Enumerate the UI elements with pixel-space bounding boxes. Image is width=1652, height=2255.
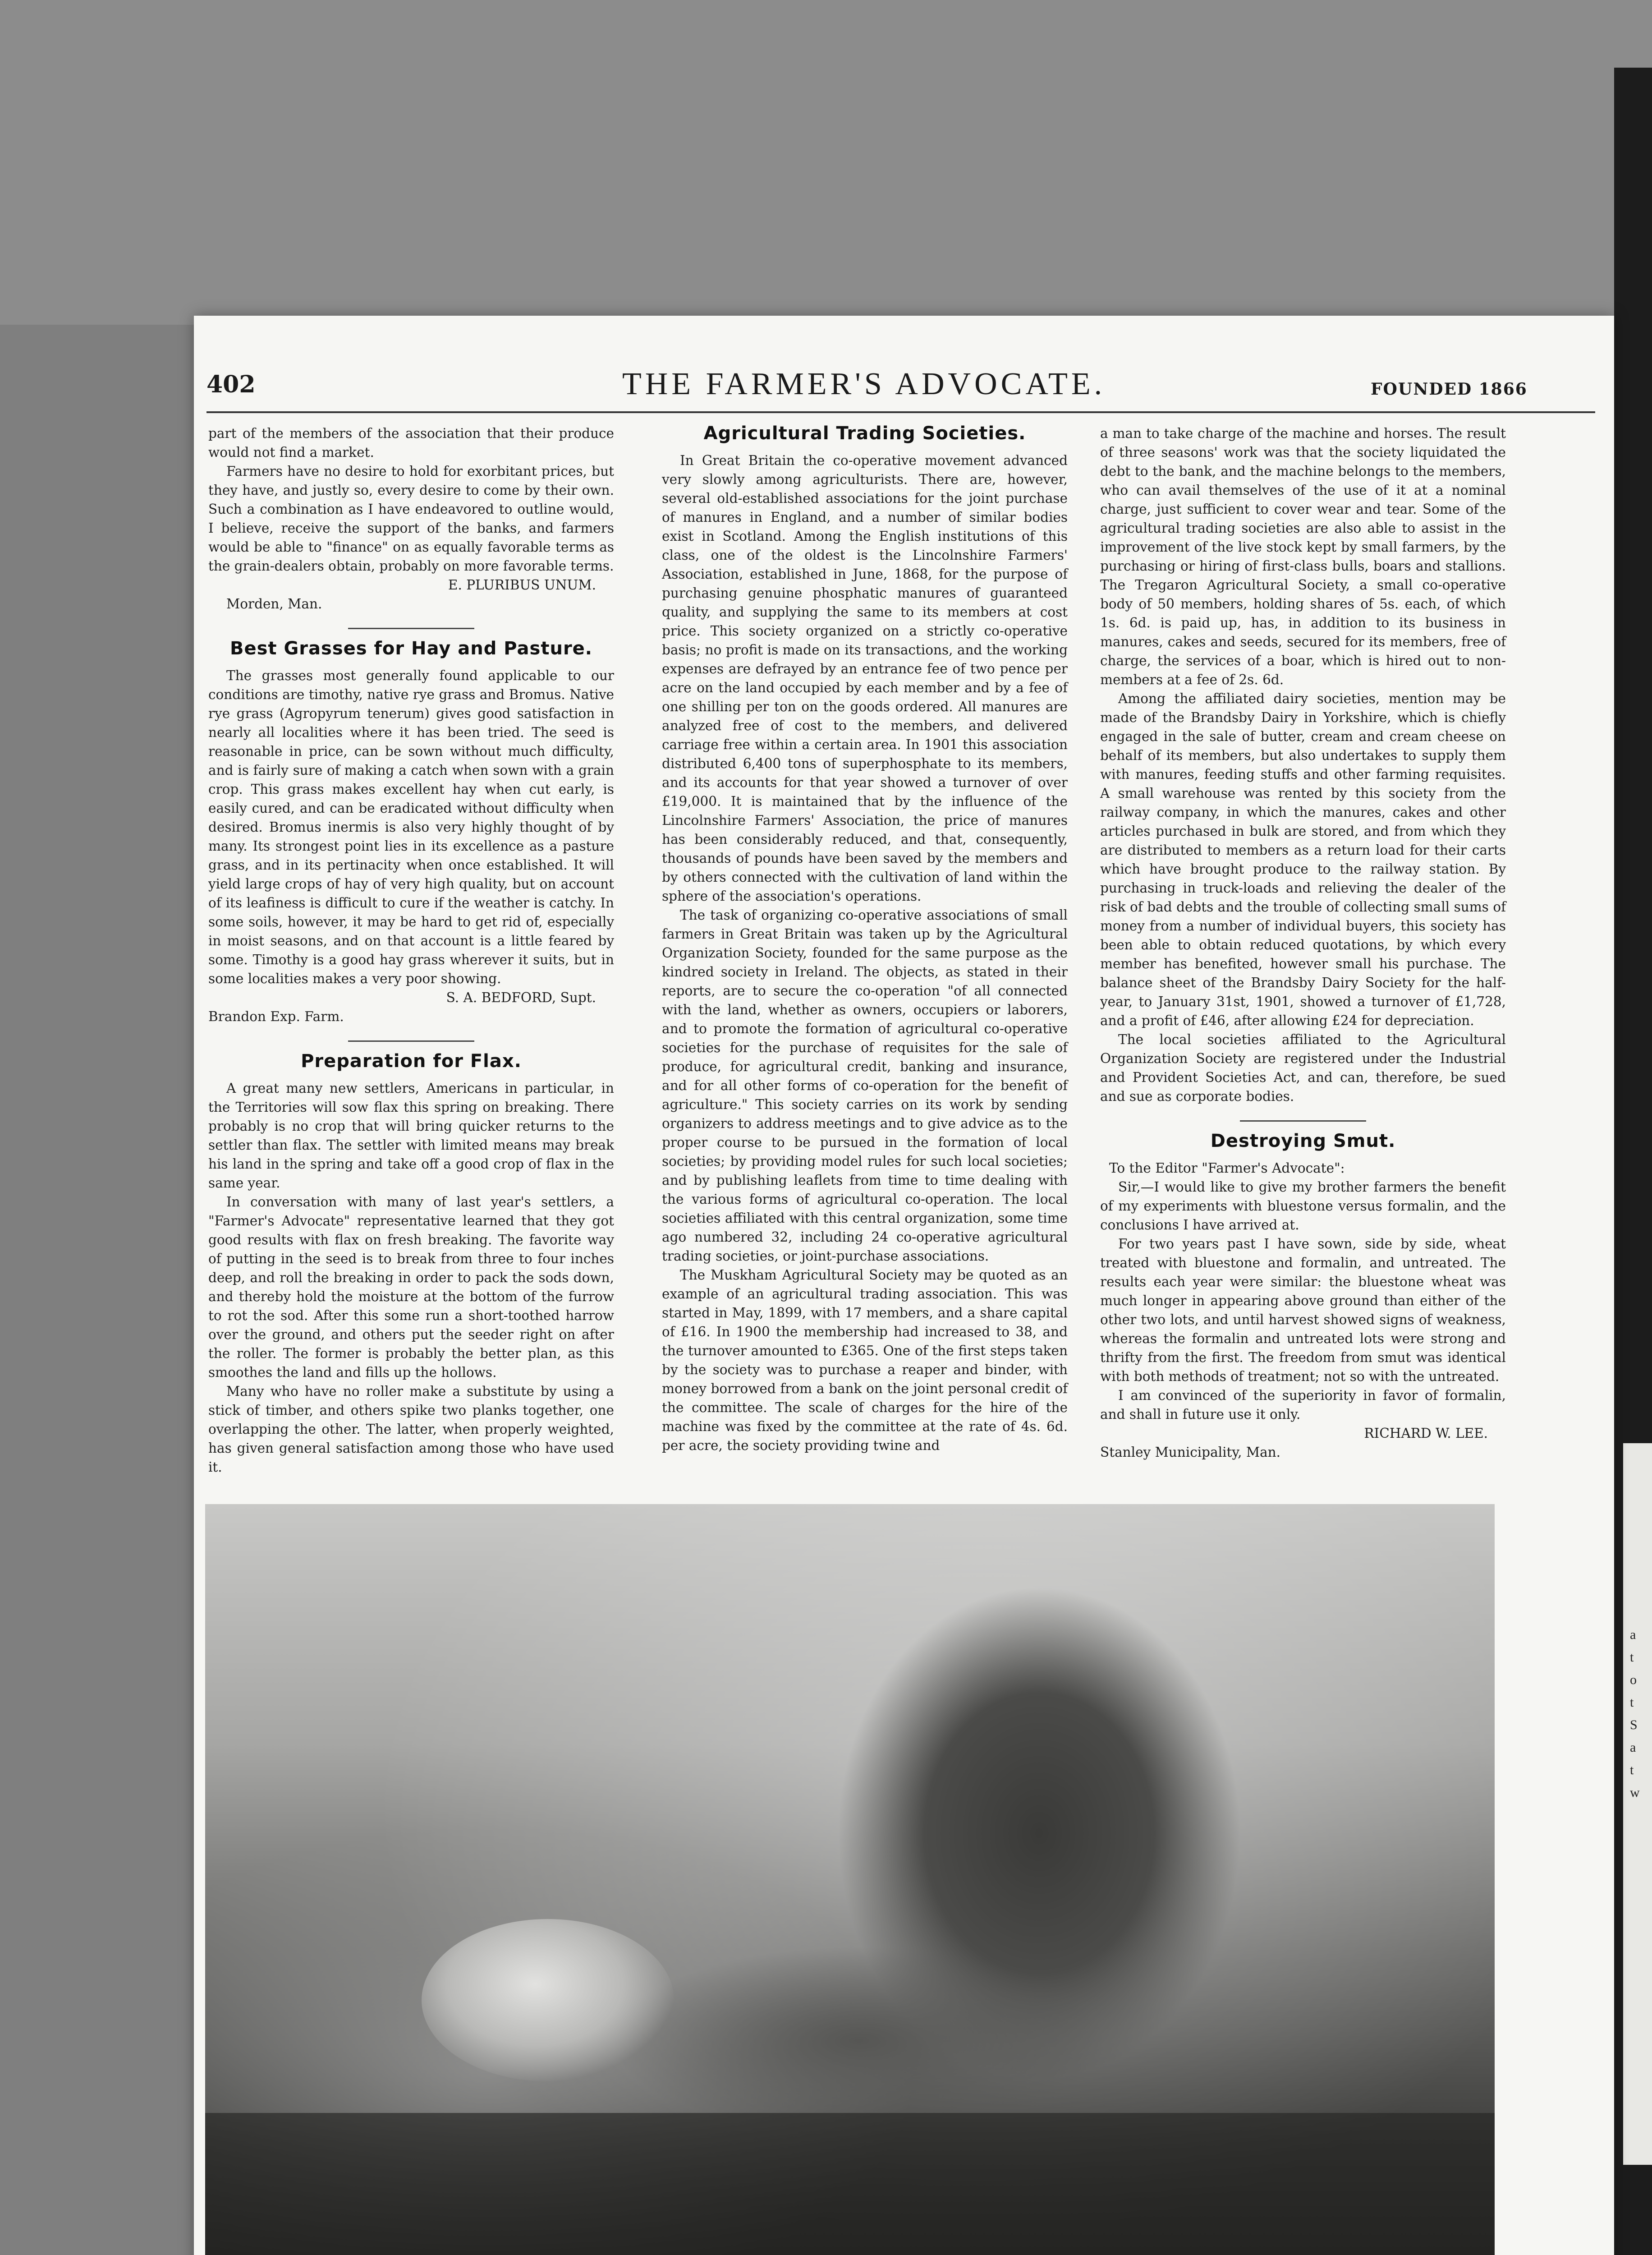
scan-background-left: [0, 325, 194, 2255]
dateline: Brandon Exp. Farm.: [208, 1009, 344, 1024]
page-number: 402: [206, 371, 256, 398]
article-heading: Destroying Smut.: [1210, 1131, 1396, 1151]
paragraph: I am convinced of the superiority in favor of formalin, and shall in future use it only.: [1100, 1388, 1506, 1422]
paragraph: In Great Britain the co-operative movement advanced very slowly among agriculturists. There are, however, several old-established associations for the joint purchase of manures in England, and a number of similar bodies exist in Scotland. Among the English institutions of this class, one of the oldest is the Lincolnshire Farmers' Association, established in June, 1868, for the purpose of purchasing genuine phosphatic manures of guaranteed quality, and supplying the same to its members at cost price. This society organized on a strictly co-operative basis; no profit is made on its transactions, and the working expenses are defrayed by an entrance fee of two pence per acre on the land occupied by each member and by a fee of one shilling per ton on the goods ordered. All manures are analyzed free of cost to the members, and delivered carriage free within a certain area. In 1901 this association distributed 6,400 tons of superphosphate to its members, and its accounts for that year showed a turnover of over £19,000. It is maintained that by the influence of the Lincolnshire Farmers' Association, the price of manures has been considerably reduced, and that, consequently, thousands of pounds have been saved by the members and by others connected with the cultivation of land within the sphere of the association's operations.: [662, 453, 1068, 904]
article-heading: Best Grasses for Hay and Pasture.: [230, 638, 592, 659]
masthead-title: THE FARMER'S ADVOCATE.: [622, 367, 1106, 401]
section-divider: [348, 1040, 474, 1042]
paragraph: For two years past I have sown, side by side, wheat treated with bluestone and formalin, and untreated. The results each year were similar: the bluestone wheat was much longer in appearing above ground than either of the other two lots, and until harvest showed signs of weakness, whereas the formalin and untreated lots were strong and thrifty from the first. The freedom from smut was identical with both methods of treatment; not so with the untreated.: [1100, 1236, 1506, 1384]
paragraph: Many who have no roller make a substitute by using a stick of timber, and others spike two planks together, one overlapping the other. The latter, when properly weighted, has given general satisfaction among those who have used it.: [208, 1384, 614, 1475]
adjacent-page-fragments: [1630, 1624, 1650, 1804]
dateline: Morden, Man.: [226, 596, 322, 612]
article-heading: Preparation for Flax.: [301, 1051, 522, 1072]
photo-wagon-shadow: [611, 1946, 1107, 2135]
fragment-letter: a: [1630, 1740, 1636, 1755]
paragraph: a man to take charge of the machine and horses. The result of three seasons' work was that the society liquidated the debt to the bank, and the machine belongs to the members, who can avail themselves of the use of it at a nominal charge, just sufficient to cover wear and tear. Some of the agricultural trading societies are also able to assist in the improvement of the live stock kept by small farmers, by the purchasing or hiring of first-class bulls, boars and stallions. The Tregaron Agricultural Society, a small co-operative body of 50 members, holding shares of 5s. each, of which 1s. 6d. is paid up, has, in addition to its business in manures, cakes and seeds, secured for its members, free of charge, the services of a boar, which is hired out to non-members at a fee of 2s. 6d.: [1100, 426, 1506, 687]
paragraph: Farmers have no desire to hold for exorbitant prices, but they have, and justly so, every desire to come by their own. Such a combination as I have endeavored to outline would, I believe, receive the support of the banks, and farmers would be able to "finance" on as equally favorable terms as the grain-dealers obtain, probably on more favorable terms.: [208, 464, 614, 574]
paragraph: part of the members of the association that their produce would not find a market.: [208, 426, 614, 460]
adjacent-page-edge: [1623, 1443, 1652, 2165]
paragraph: The task of organizing co-operative associations of small farmers in Great Britain was taken up by the Agricultural Organization Society, founded for the same purpose as the kindred society in Ireland. The objects, as stated in their reports, are to secure the co-operation "of all connected with the land, whether as owners, occupiers or laborers, and to promote the formation of agricultural co-operative societies for the purchase of requisites for the sale of produce, for agricultural credit, banking and insurance, and for all other forms of co-operation for the benefit of agriculture." This society carries on its work by sending organizers to address meetings and to give advice as to the proper course to be pursued in the formation of local societies; by providing model rules for such local societies; and by publishing leaflets from time to time dealing with the various forms of agricultural co-operation. The local societies affiliated with this central organization, some time ago numbered 32, including 24 co-operative agricultural trading societies, or joint-purchase associations.: [662, 907, 1068, 1264]
fragment-letter: w: [1630, 1785, 1640, 1800]
photo-foreground: [205, 2113, 1495, 2255]
fragment-letter: S: [1630, 1717, 1638, 1732]
signature: RICHARD W. LEE.: [1364, 1426, 1488, 1441]
column-right: [1100, 424, 1506, 1462]
paragraph: The Muskham Agricultural Society may be quoted as an example of an agricultural trading association. This was started in May, 1899, with 17 members, and a share capital of £16. In 1900 the membership had increased to 38, and the turnover amounted to £365. One of the first steps taken by the society was to purchase a reaper and binder, with money borrowed from a bank on the joint personal credit of the committee. The scale of charges for the hire of the machine was fixed by the committee at the rate of 4s. 6d. per acre, the society providing twine and: [662, 1267, 1068, 1453]
paragraph: Among the affiliated dairy societies, mention may be made of the Brandsby Dairy in Yorkshire, which is chiefly engaged in the sale of butter, cream and cream cheese on behalf of its members, but also undertakes to supply them with manures, feeding stuffs and other farming requisites. A small warehouse was rented by this society from the railway company, in which the manures, cakes and other articles purchased in bulk are stored, and from which they are distributed to members as a return load for their carts which have brought produce to the railway station. By purchasing in truck-loads and relieving the dealer of the risk of bad debts and the trouble of collecting small sums of money from a number of individual buyers, this society has been able to obtain reduced quotations, by which every member has benefited, however small his purchase. The balance sheet of the Brandsby Dairy Society for the half-year, to January 31st, 1901, showed a turnover of £1,728, and a profit of £46, after allowing £24 for depreciation.: [1100, 691, 1506, 1028]
photo-ox-figure: [422, 1919, 674, 2081]
founded-year: FOUNDED 1866: [1371, 380, 1528, 399]
dateline: Stanley Municipality, Man.: [1100, 1445, 1281, 1460]
fragment-letter: t: [1630, 1650, 1634, 1665]
paragraph: The local societies affiliated to the Agricultural Organization Society are registered under the Industrial and Provident Societies Act, and can, therefore, be sued and sue as corporate bodies.: [1100, 1032, 1506, 1104]
paragraph: A great many new settlers, Americans in particular, in the Territories will sow flax this spring on breaking. There probably is no crop that will bring quicker returns to the settler than flax. The settler with limited means may break his land in the spring and take off a good crop of flax in the same year.: [208, 1081, 614, 1191]
column-left: [208, 424, 614, 1477]
fragment-letter: o: [1630, 1672, 1637, 1687]
fragment-letter: t: [1630, 1695, 1634, 1710]
fragment-letter: t: [1630, 1763, 1634, 1777]
signature: E. PLURIBUS UNUM.: [448, 577, 596, 593]
paragraph: Sir,—I would like to give my brother farmers the benefit of my experiments with bluestone versus formalin, and the conclusions I have arrived at.: [1100, 1179, 1506, 1233]
fragment-letter: a: [1630, 1627, 1636, 1642]
letter-salutation-line: To the Editor "Farmer's Advocate":: [1109, 1160, 1345, 1176]
halftone-photograph: [205, 1504, 1495, 2255]
section-divider: [348, 628, 474, 629]
header-rule: [206, 411, 1595, 413]
signature: S. A. BEDFORD, Supt.: [446, 990, 596, 1005]
scan-background-top: [0, 0, 1652, 325]
paragraph: In conversation with many of last year's settlers, a "Farmer's Advocate" representative learned that they got good results with flax on fresh breaking. The favorite way of putting in the seed is to break from three to four inches deep, and roll the breaking in order to pack the sods down, and thereby hold the moisture at the bottom of the furrow to rot the sod. After this some run a short-toothed harrow over the ground, and others put the seeder right on after the roller. The former is probably the better plan, as this smoothes the land and fills up the hollows.: [208, 1194, 614, 1380]
paragraph: The grasses most generally found applicable to our conditions are timothy, native rye grass and Bromus. Native rye grass (Agropyrum tenerum) gives good satisfaction in nearly all localities where it has been tried. The seed is reasonable in price, can be sown without much difficulty, and is fairly sure of making a catch when sown with a grain crop. This grass makes excellent hay when cut early, is easily cured, and can be eradicated without difficulty when desired. Bromus inermis is also very highly thought of by many. Its strongest point lies in its excellence as a pasture grass, and in its pertinacity when once established. It will yield large crops of hay of very high quality, but on account of its leafiness is difficult to cure if the weather is catchy. In some soils, however, it may be hard to get rid of, especially in moist seasons, and on that account is a little feared by some. Timothy is a good hay grass wherever it suits, but in some localities makes a very poor showing.: [208, 668, 614, 986]
column-middle: [662, 424, 1068, 1455]
article-heading: Agricultural Trading Societies.: [703, 423, 1026, 444]
section-divider: [1240, 1120, 1366, 1122]
